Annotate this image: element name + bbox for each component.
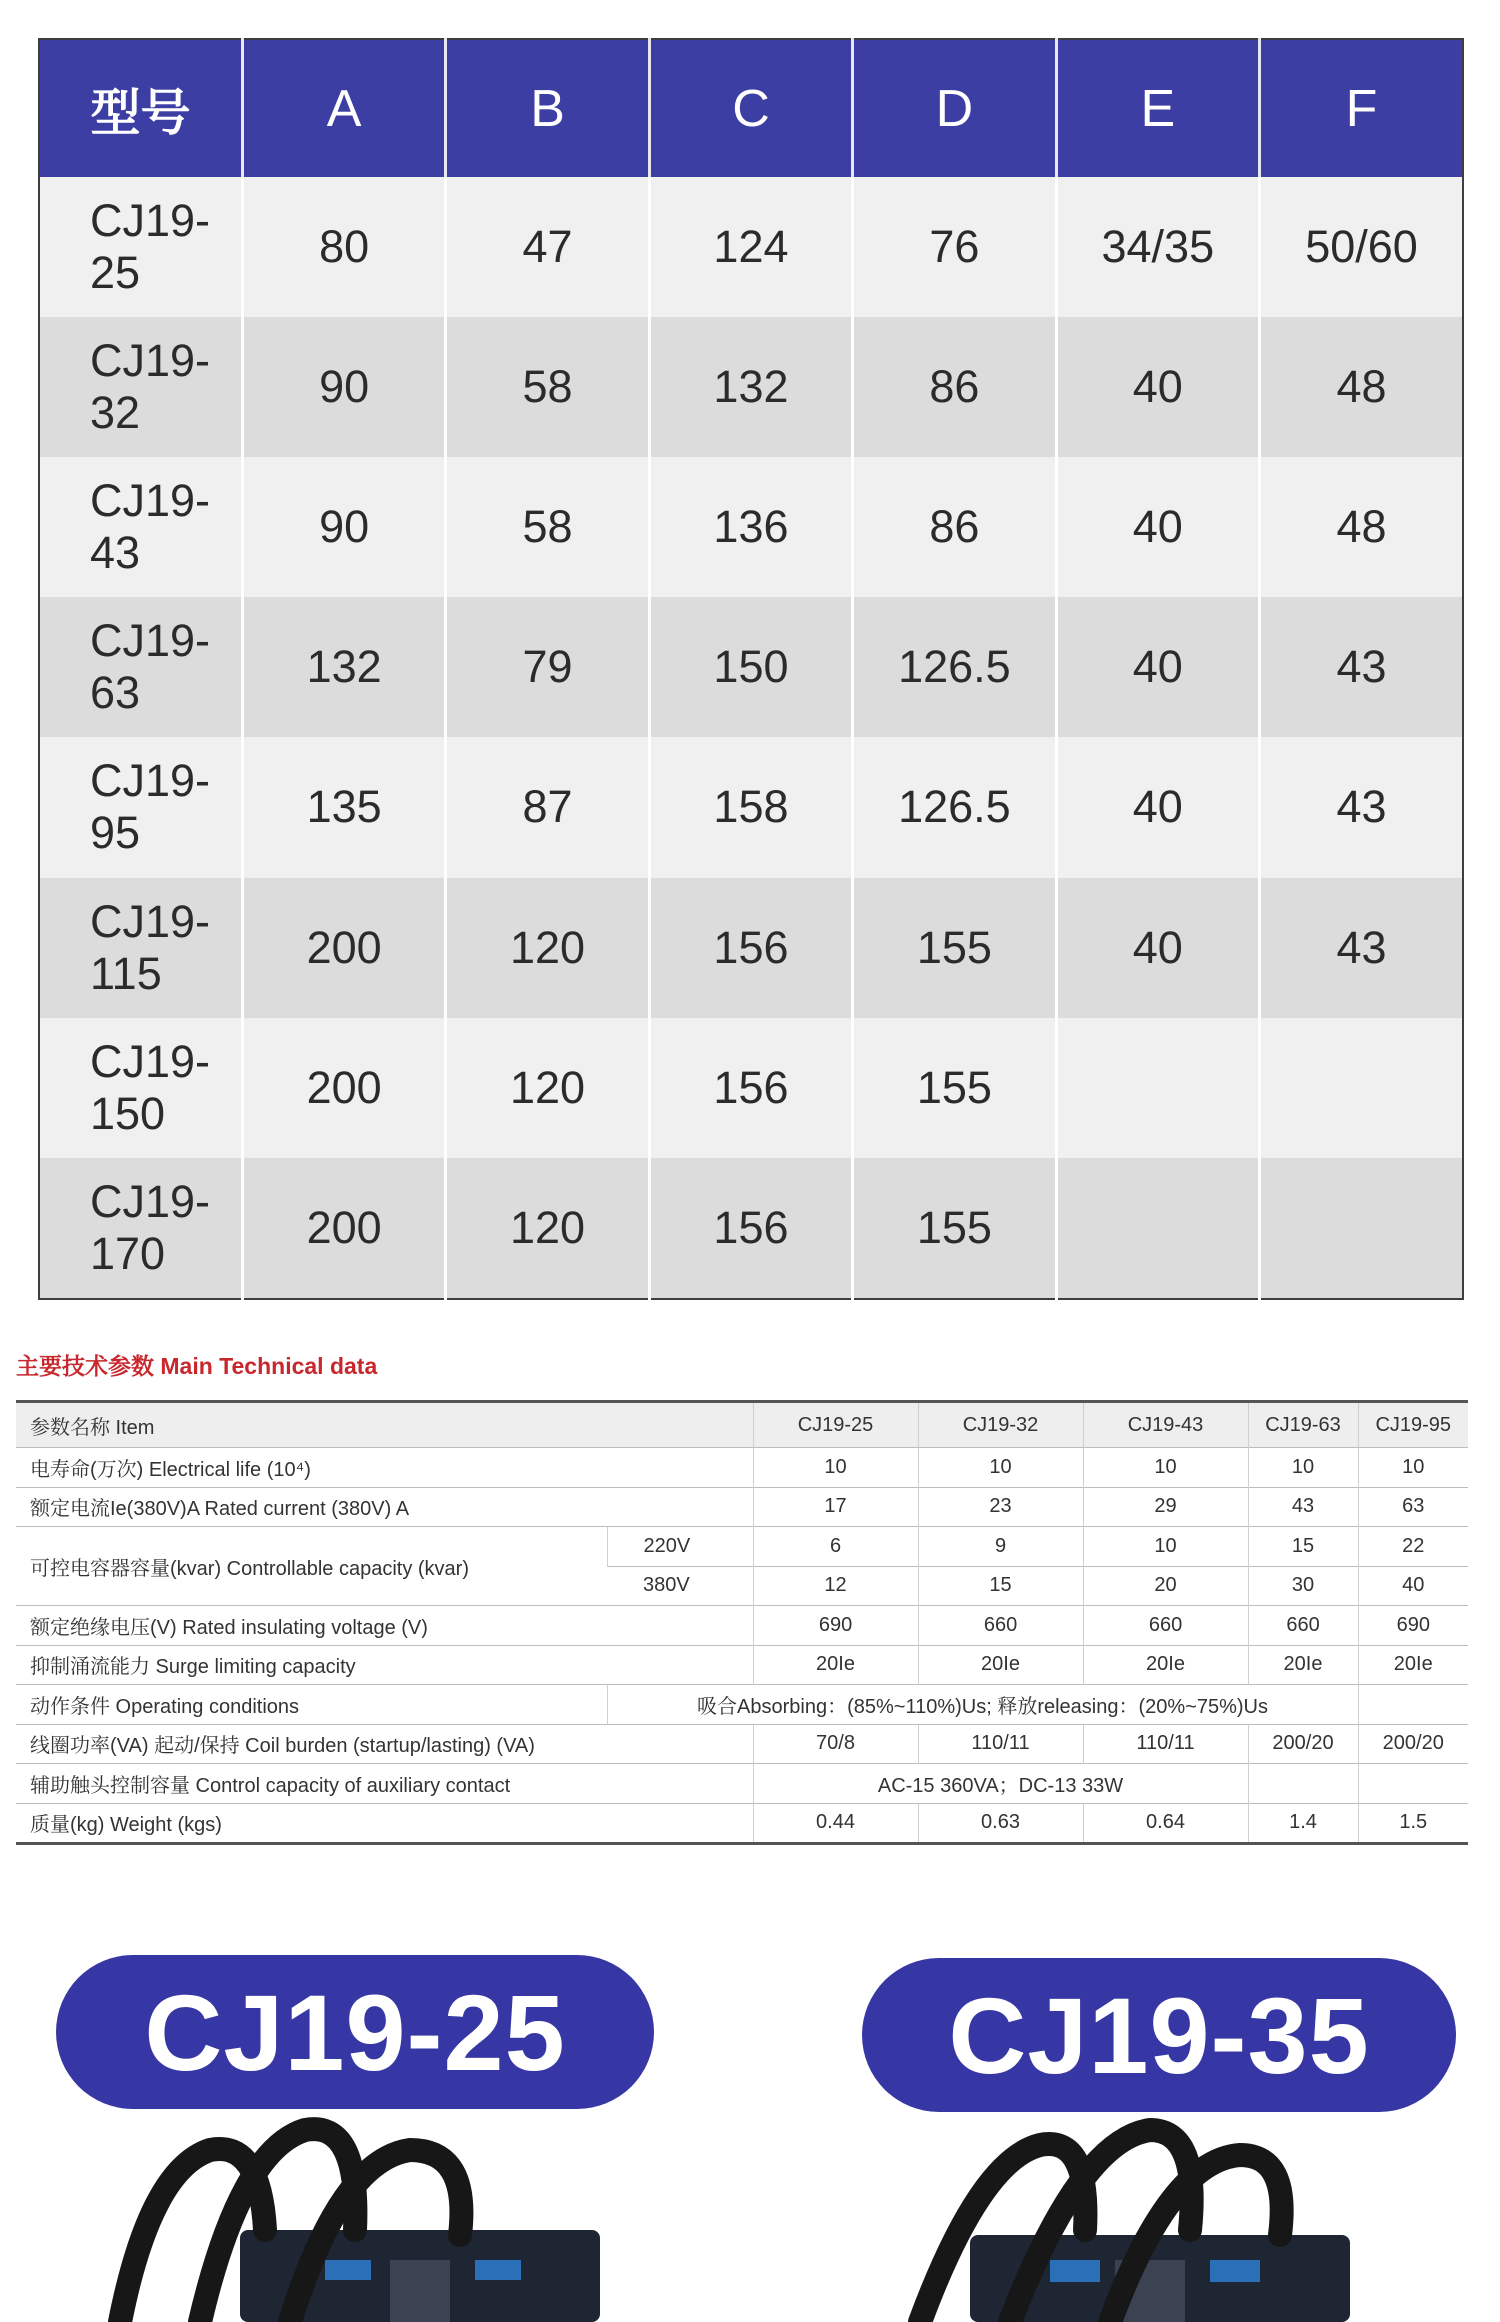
table-cell: 150 (649, 597, 852, 737)
row-label: 抑制涌流能力 Surge limiting capacity (16, 1645, 753, 1685)
table-cell: 132 (649, 317, 852, 457)
value-cell: 200/20 (1358, 1724, 1468, 1764)
header-b: B (446, 39, 649, 177)
table-cell: 120 (446, 1018, 649, 1158)
table-row (39, 878, 1463, 1018)
model-column-header: CJ19-32 (918, 1402, 1083, 1448)
value-cell: 20Ie (1248, 1645, 1358, 1685)
value-cell: 12 (753, 1566, 918, 1606)
table-cell: 155 (853, 878, 1056, 1018)
dimension-table (38, 38, 1464, 1300)
table-cell: 48 (1260, 317, 1463, 457)
value-cell: 63 (1358, 1487, 1468, 1527)
table-cell: 48 (1260, 457, 1463, 597)
header-c: C (649, 39, 852, 177)
row-label: 辅助触头控制容量 Control capacity of auxiliary contact (16, 1764, 753, 1804)
row-label: 额定电流Ie(380V)A Rated current (380V) A (16, 1487, 753, 1527)
value-cell: 20 (1083, 1566, 1248, 1606)
table-cell: 156 (649, 1158, 852, 1299)
row-label: 额定绝缘电压(V) Rated insulating voltage (V) (16, 1606, 753, 1646)
table-cell: 126.5 (853, 597, 1056, 737)
table-cell: 200 (242, 1018, 445, 1158)
table-cell: 200 (242, 878, 445, 1018)
surge-row (16, 1645, 1468, 1685)
table-cell: 124 (649, 177, 852, 317)
table-cell: 158 (649, 737, 852, 877)
header-d: D (853, 39, 1056, 177)
model-cell: CJ19-95 (39, 737, 242, 877)
value-cell: 23 (918, 1487, 1083, 1527)
model-cell: CJ19-25 (39, 177, 242, 317)
table-row (39, 1158, 1463, 1299)
table-row (39, 457, 1463, 597)
model-cell: CJ19-63 (39, 597, 242, 737)
table-cell (1056, 1158, 1259, 1299)
row-label: 电寿命(万次) Electrical life (10⁴) (16, 1448, 753, 1488)
table-cell (1056, 1018, 1259, 1158)
table-cell: 40 (1056, 737, 1259, 877)
value-cell: 20Ie (1083, 1645, 1248, 1685)
auxiliary-contact-row (16, 1764, 1468, 1804)
model-column-header: CJ19-63 (1248, 1402, 1358, 1448)
table-cell: 79 (446, 597, 649, 737)
item-header: 参数名称 Item (16, 1402, 753, 1448)
table-cell: 58 (446, 457, 649, 597)
value-cell: 0.64 (1083, 1803, 1248, 1844)
value-cell: 690 (1358, 1606, 1468, 1646)
model-cell: CJ19-115 (39, 878, 242, 1018)
header-e: E (1056, 39, 1259, 177)
table-row (39, 737, 1463, 877)
table-row (39, 317, 1463, 457)
value-cell: 10 (1083, 1448, 1248, 1488)
table-cell: 47 (446, 177, 649, 317)
tech-section-title: 主要技术参数 Main Technical data (16, 1353, 378, 1379)
table-cell: 132 (242, 597, 445, 737)
value-cell: 0.44 (753, 1803, 918, 1844)
value-cell: 6 (753, 1527, 918, 1567)
table-cell: 40 (1056, 457, 1259, 597)
value-cell: 10 (1248, 1448, 1358, 1488)
row-label: 可控电容器容量(kvar) Controllable capacity (kvar) (16, 1527, 607, 1606)
value-cell: AC-15 360VA；DC-13 33W (753, 1764, 1248, 1804)
dimension-header-row (39, 39, 1463, 177)
model-cell: CJ19-43 (39, 457, 242, 597)
model-badge-cj19-35: CJ19-35 (862, 1958, 1456, 2112)
value-cell: 10 (753, 1448, 918, 1488)
model-cell: CJ19-170 (39, 1158, 242, 1299)
coil-burden-row (16, 1724, 1468, 1764)
model-column-header: CJ19-43 (1083, 1402, 1248, 1448)
table-cell: 86 (853, 457, 1056, 597)
header-model: 型号 (39, 39, 242, 177)
empty-cell (1358, 1685, 1468, 1725)
table-cell: 136 (649, 457, 852, 597)
table-cell: 90 (242, 317, 445, 457)
value-cell: 9 (918, 1527, 1083, 1567)
model-column-header: CJ19-25 (753, 1402, 918, 1448)
table-cell: 40 (1056, 597, 1259, 737)
value-cell: 200/20 (1248, 1724, 1358, 1764)
table-cell: 40 (1056, 317, 1259, 457)
table-cell: 86 (853, 317, 1056, 457)
value-cell: 0.63 (918, 1803, 1083, 1844)
value-cell: 10 (1358, 1448, 1468, 1488)
value-cell: 20Ie (753, 1645, 918, 1685)
operating-conditions-row (16, 1685, 1468, 1725)
table-cell: 90 (242, 457, 445, 597)
voltage-label: 380V (607, 1566, 753, 1606)
table-cell: 43 (1260, 597, 1463, 737)
empty-cell (1358, 1764, 1468, 1804)
voltage-label: 220V (607, 1527, 753, 1567)
table-cell: 58 (446, 317, 649, 457)
table-row (39, 597, 1463, 737)
model-cell: CJ19-32 (39, 317, 242, 457)
value-cell: 15 (918, 1566, 1083, 1606)
row-label: 动作条件 Operating conditions (16, 1685, 607, 1725)
table-row (39, 177, 1463, 317)
table-cell: 135 (242, 737, 445, 877)
capacity-220v-row (16, 1527, 1468, 1567)
table-cell: 80 (242, 177, 445, 317)
value-cell: 40 (1358, 1566, 1468, 1606)
table-cell: 76 (853, 177, 1056, 317)
value-cell: 110/11 (918, 1724, 1083, 1764)
value-cell: 690 (753, 1606, 918, 1646)
technical-data-table (16, 1400, 1468, 1845)
contactor-product-image (90, 2110, 650, 2322)
rated-current-row (16, 1487, 1468, 1527)
weight-row (16, 1803, 1468, 1844)
header-a: A (242, 39, 445, 177)
value-cell: 110/11 (1083, 1724, 1248, 1764)
value-cell: 70/8 (753, 1724, 918, 1764)
table-cell: 200 (242, 1158, 445, 1299)
table-cell: 120 (446, 1158, 649, 1299)
value-cell: 20Ie (1358, 1645, 1468, 1685)
empty-cell (1248, 1764, 1358, 1804)
value-cell: 43 (1248, 1487, 1358, 1527)
header-f: F (1260, 39, 1463, 177)
value-cell: 1.4 (1248, 1803, 1358, 1844)
table-cell: 87 (446, 737, 649, 877)
row-label: 线圈功率(VA) 起动/保持 Coil burden (startup/lasting) (VA) (16, 1724, 753, 1764)
value-cell: 吸合Absorbing：(85%~110%)Us; 释放releasing：(20%~75%)Us (607, 1685, 1358, 1725)
value-cell: 29 (1083, 1487, 1248, 1527)
value-cell: 20Ie (918, 1645, 1083, 1685)
table-cell (1260, 1158, 1463, 1299)
table-cell: 40 (1056, 878, 1259, 1018)
table-cell (1260, 1018, 1463, 1158)
table-cell: 156 (649, 1018, 852, 1158)
value-cell: 10 (918, 1448, 1083, 1488)
tech-header-row (16, 1402, 1468, 1448)
table-cell: 126.5 (853, 737, 1056, 877)
electrical-life-row (16, 1448, 1468, 1488)
table-cell: 155 (853, 1018, 1056, 1158)
value-cell: 660 (918, 1606, 1083, 1646)
value-cell: 1.5 (1358, 1803, 1468, 1844)
row-label: 质量(kg) Weight (kgs) (16, 1803, 753, 1844)
table-cell: 43 (1260, 878, 1463, 1018)
table-cell: 120 (446, 878, 649, 1018)
table-row (39, 1018, 1463, 1158)
value-cell: 660 (1248, 1606, 1358, 1646)
table-cell: 155 (853, 1158, 1056, 1299)
table-cell: 43 (1260, 737, 1463, 877)
value-cell: 30 (1248, 1566, 1358, 1606)
model-column-header: CJ19-95 (1358, 1402, 1468, 1448)
value-cell: 15 (1248, 1527, 1358, 1567)
table-cell: 50/60 (1260, 177, 1463, 317)
model-badge-cj19-25: CJ19-25 (56, 1955, 654, 2109)
contactor-product-image (880, 2110, 1440, 2322)
value-cell: 10 (1083, 1527, 1248, 1567)
value-cell: 17 (753, 1487, 918, 1527)
table-cell: 156 (649, 878, 852, 1018)
value-cell: 660 (1083, 1606, 1248, 1646)
insulating-voltage-row (16, 1606, 1468, 1646)
table-cell: 34/35 (1056, 177, 1259, 317)
value-cell: 22 (1358, 1527, 1468, 1567)
model-cell: CJ19-150 (39, 1018, 242, 1158)
